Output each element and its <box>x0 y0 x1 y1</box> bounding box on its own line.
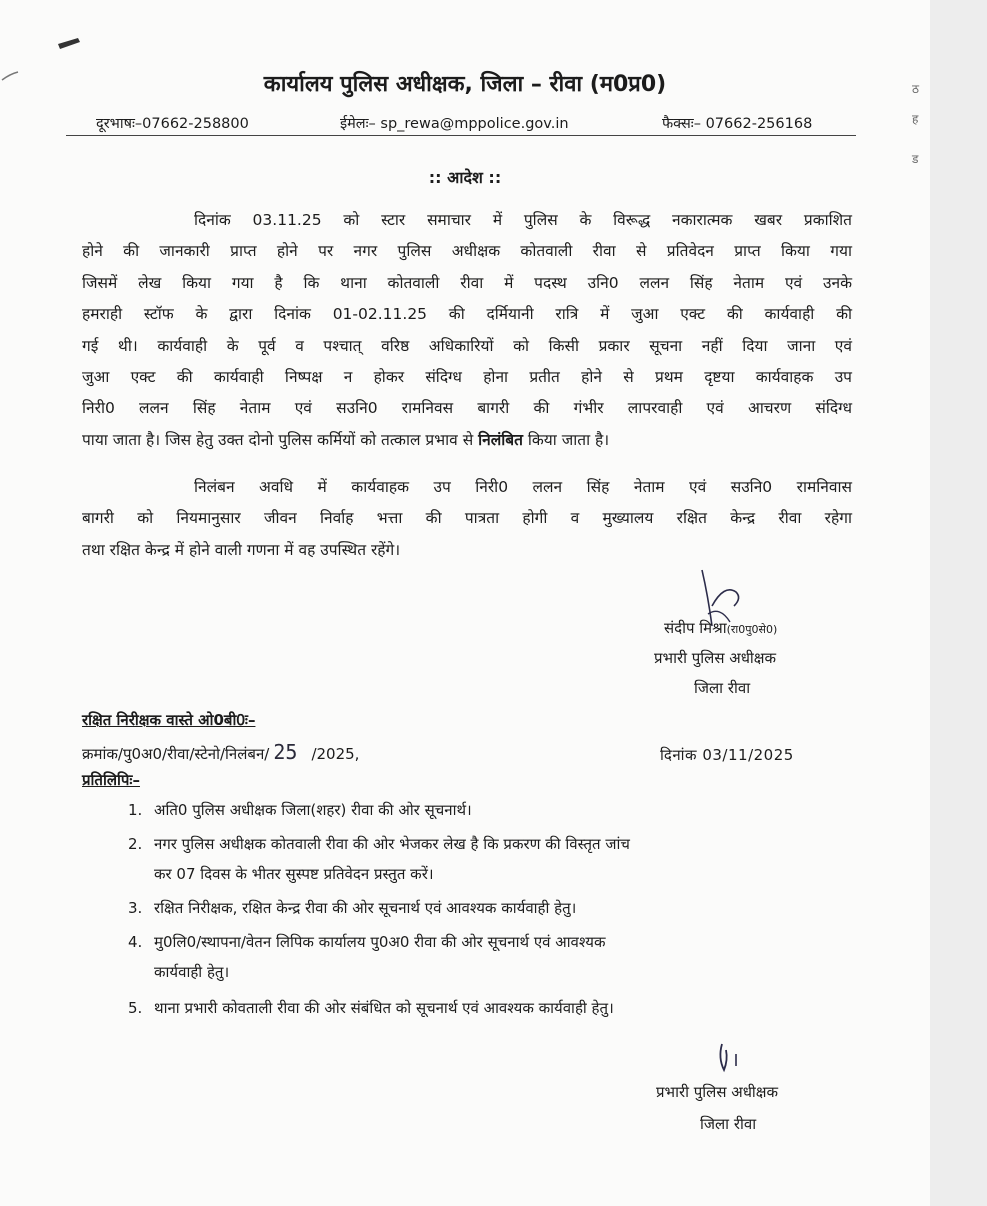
reserve-inspector-line: रक्षित निरीक्षक वास्ते ओ0बी0ः– <box>82 711 256 729</box>
signatory-name-text: संदीप मिश्रा <box>664 619 727 637</box>
list-item-continuation: कार्यवाही हेतु। <box>154 963 230 981</box>
paragraph-line: निलंबन अवधि में कार्यवाहक उप निरी0 ललन सिंह नेताम एवं सउनि0 रामनिवास <box>194 478 852 496</box>
office-title: कार्यालय पुलिस अधीक्षक, जिला – रीवा (म0प्र0) <box>263 72 667 97</box>
list-item <box>128 998 614 1018</box>
list-item-continuation: कर 07 दिवस के भीतर सुस्पष्ट प्रतिवेदन प्रस्तुत करें। <box>154 865 434 883</box>
list-item <box>128 932 605 952</box>
signatory-name <box>664 618 777 638</box>
fax-number: फैक्सः– 07662-256168 <box>662 116 813 132</box>
list-item <box>128 800 472 820</box>
paragraph-text: किया जाता है। <box>527 430 610 449</box>
paragraph-line: गई थी। कार्यवाही के पूर्व व पश्चात् वरिष्ठ अधिकारियों को किसी प्रकार सूचना नहीं दिया जाना एवं <box>82 336 852 355</box>
paragraph-line: निरी0 ललन सिंह नेताम एवं सउनि0 रामनिवस बागरी की गंभीर लापरवाही एवं आचरण संदिग्ध <box>82 399 852 418</box>
margin-mark: ह <box>912 112 919 126</box>
copy-heading: प्रतिलिपिः– <box>82 771 140 789</box>
list-item <box>128 834 630 854</box>
list-text: नगर पुलिस अधीक्षक कोतवाली रीवा की ओर भेजकर लेख है कि प्रकरण की विस्तृत जांच <box>154 835 630 853</box>
order-heading: :: आदेश :: <box>428 168 502 187</box>
list-number: 4. <box>128 933 143 951</box>
reference-prefix: क्रमांक/पु0अ0/रीवा/स्टेनो/निलंबन/ <box>82 745 270 763</box>
order-date: दिनांक 03/11/2025 <box>660 746 794 764</box>
scan-border <box>930 0 987 1206</box>
second-signatory-district: जिला रीवा <box>700 1115 757 1133</box>
signatory-district: जिला रीवा <box>694 679 751 697</box>
list-number: 5. <box>128 999 143 1017</box>
paragraph-line: दिनांक 03.11.25 को स्टार समाचार में पुलिस के विरूद्ध नकारात्मक खबर प्रकाशित <box>194 211 852 229</box>
list-text: थाना प्रभारी कोवताली रीवा की ओर संबंधित को सूचनार्थ एवं आवश्यक कार्यवाही हेतु। <box>154 999 614 1017</box>
paragraph-line: होने की जानकारी प्राप्त होने पर नगर पुलिस अधीक्षक कोतवाली रीवा से प्रतिवेदन प्राप्त किया गया <box>82 242 852 261</box>
paragraph-line: तथा रक्षित केन्द्र में होने वाली गणना में वह उपस्थित रहेंगे। <box>82 540 401 559</box>
list-text: मु0लि0/स्थापना/वेतन लिपिक कार्यालय पु0अ0 रीवा की ओर सूचनार्थ एवं आवश्यक <box>154 933 606 951</box>
initials-scribble <box>712 1040 752 1080</box>
reference-number-handwritten: 25 <box>273 740 298 764</box>
list-number: 3. <box>128 899 143 917</box>
email-address: ईमेलः– sp_rewa@mppolice.gov.in <box>340 116 569 132</box>
order-paragraph-2 <box>82 472 852 566</box>
list-text: अति0 पुलिस अधीक्षक जिला(शहर) रीवा की ओर सूचनार्थ। <box>154 801 472 819</box>
phone-number: दूरभाषः–07662-258800 <box>96 116 249 132</box>
reference-number <box>82 740 359 764</box>
list-number: 2. <box>128 835 143 853</box>
list-text: रक्षित निरीक्षक, रक्षित केन्द्र रीवा की ओर सूचनार्थ एवं आवश्यक कार्यवाही हेतु। <box>154 899 577 917</box>
signatory-designation: प्रभारी पुलिस अधीक्षक <box>654 649 777 667</box>
paragraph-line: जुआ एक्ट की कार्यवाही निष्पक्ष न होकर संदिग्ध होना प्रतीत होने से प्रथम दृष्टया कार्यवाहक उप <box>82 368 852 387</box>
paragraph-line <box>82 425 852 456</box>
list-item <box>128 898 576 918</box>
paragraph-line: हमराही स्टॉफ के द्वारा दिनांक 01-02.11.25 की दर्मियानी रात्रि में जुआ एक्ट की कार्यवाही की <box>82 305 852 324</box>
paragraph-line: बागरी को नियमानुसार जीवन निर्वाह भत्ता की पात्रता होगी व मुख्यालय रक्षित केन्द्र रीवा रहेगा <box>82 509 852 528</box>
paragraph-line: जिसमें लेख किया गया है कि थाना कोतवाली रीवा में पदस्थ उनि0 ललन सिंह नेताम एवं उनके <box>82 273 852 292</box>
order-paragraph-1 <box>82 205 852 456</box>
margin-mark: ठ <box>912 82 919 96</box>
list-number: 1. <box>128 801 143 819</box>
reference-suffix: /2025, <box>311 745 360 763</box>
second-signatory-designation: प्रभारी पुलिस अधीक्षक <box>656 1083 779 1101</box>
margin-mark: ड <box>912 152 919 166</box>
paragraph-text: पाया जाता है। जिस हेतु उक्त दोनो पुलिस कर्मियों को तत्काल प्रभाव से <box>82 430 474 449</box>
suspended-keyword: निलंबित <box>478 430 523 449</box>
header-divider <box>66 135 856 136</box>
signatory-service: (रा0पु0से0) <box>726 623 778 636</box>
